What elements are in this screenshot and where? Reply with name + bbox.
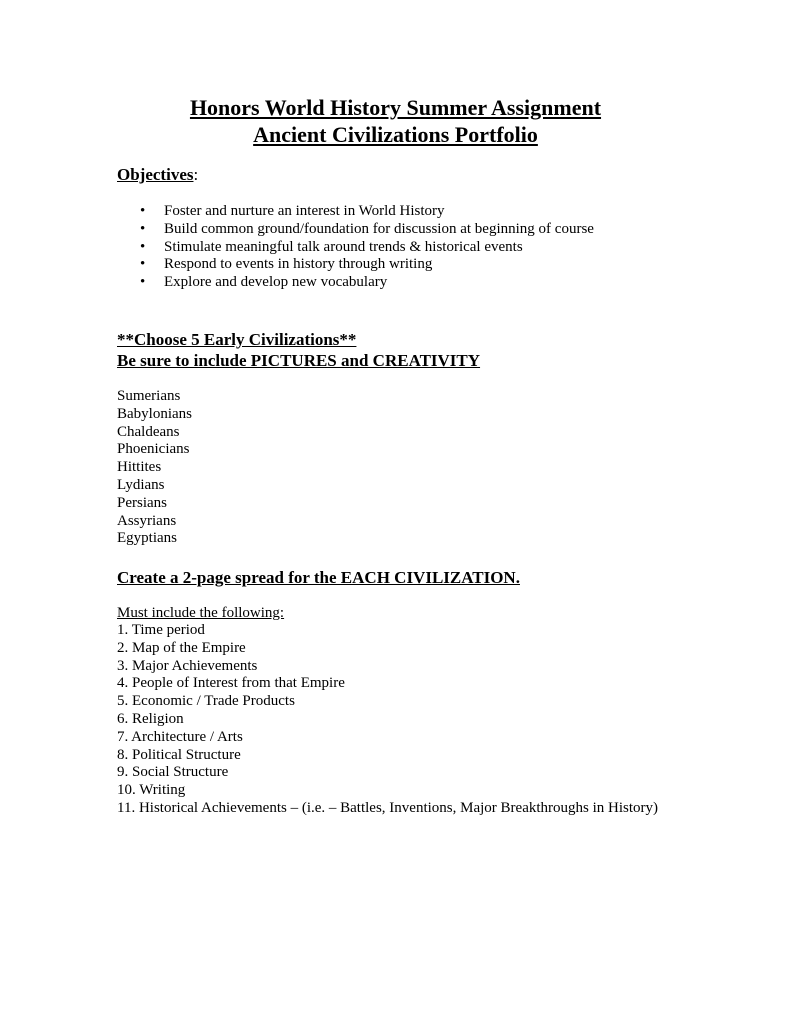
requirement-item: 5. Economic / Trade Products (117, 693, 295, 710)
bullet-icon: • (140, 274, 146, 291)
objective-text: Build common ground/foundation for discussion at beginning of course (164, 220, 594, 237)
objective-text: Respond to events in history through writing (164, 256, 433, 273)
requirement-item: 1. Time period (117, 622, 205, 638)
objective-text: Foster and nurture an interest in World History (164, 203, 445, 219)
bullet-icon: • (140, 238, 146, 255)
bullet-icon: • (140, 220, 146, 237)
objective-item (140, 256, 594, 274)
requirement-item: 6. Religion (117, 710, 184, 727)
objective-text: Explore and develop new vocabulary (164, 274, 388, 291)
civilization-item: Babylonians (117, 405, 192, 422)
requirements-list (117, 622, 658, 818)
objectives-colon: : (193, 165, 199, 184)
objective-item (140, 239, 594, 257)
choose-heading (117, 329, 480, 371)
civilization-item: Phoenicians (117, 441, 190, 458)
objective-text: Stimulate meaningful talk around trends & historical events (164, 238, 523, 255)
civilization-item: Sumerians (117, 388, 181, 404)
civilization-item: Lydians (117, 476, 165, 493)
requirement-item: 8. Political Structure (117, 746, 241, 763)
civilization-item: Persians (117, 494, 167, 511)
civilizations-list (117, 388, 192, 548)
requirement-item: 10. Writing (117, 782, 186, 799)
objective-item (140, 274, 594, 292)
requirement-item: 11. Historical Achievements – (i.e. – Battles, Inventions, Major Breakthroughs in History) (117, 799, 659, 816)
objective-item (140, 203, 594, 221)
document-title: Honors World History Summer Assignment (189, 95, 602, 120)
bullet-icon: • (140, 203, 146, 219)
civilization-item: Hittites (117, 459, 162, 476)
objectives-label: Objectives (117, 165, 194, 184)
civilization-item: Egyptians (117, 530, 177, 547)
choose-line: **Choose 5 Early Civilizations** (117, 330, 357, 349)
bullet-icon: • (140, 256, 146, 273)
requirement-item: 7. Architecture / Arts (117, 728, 243, 745)
requirement-item: 3. Major Achievements (117, 657, 258, 674)
creativity-line: Be sure to include PICTURES and CREATIVITY (117, 351, 481, 370)
spread-heading: Create a 2-page spread for the EACH CIVILIZATION. (117, 568, 520, 587)
requirements-heading: Must include the following: (117, 605, 285, 621)
objectives-heading (117, 164, 198, 186)
requirement-item: 9. Social Structure (117, 764, 229, 781)
objective-item (140, 221, 594, 239)
civilization-item: Chaldeans (117, 423, 180, 440)
objectives-list (140, 203, 594, 292)
civilization-item: Assyrians (117, 512, 177, 529)
requirement-item: 4. People of Interest from that Empire (117, 675, 345, 692)
requirement-item: 2. Map of the Empire (117, 639, 246, 656)
document-subtitle: Ancient Civilizations Portfolio (253, 122, 538, 147)
